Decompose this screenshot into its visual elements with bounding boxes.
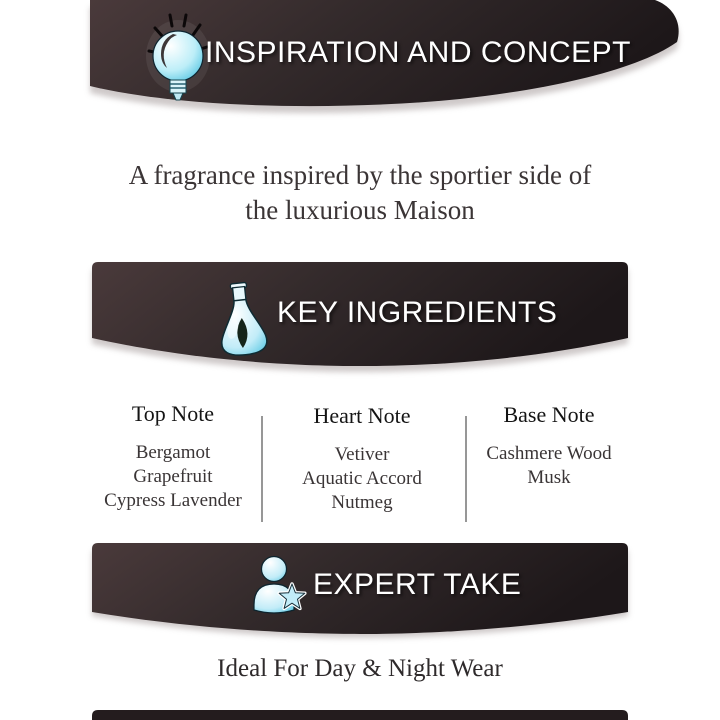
base-note-column <box>459 402 639 490</box>
expert-body: Ideal For Day & Night Wear <box>217 655 503 682</box>
note-item: Vetiver <box>334 444 390 465</box>
heart-note-column <box>272 403 452 515</box>
note-item: Grapefruit <box>133 466 213 487</box>
inspiration-body <box>0 158 720 228</box>
inspiration-title: INSPIRATION AND CONCEPT <box>205 36 631 69</box>
note-item: Aquatic Accord <box>302 468 422 489</box>
base-note-heading: Base Note <box>503 402 595 427</box>
note-item: Cypress Lavender <box>104 490 242 511</box>
inspiration-body-line1: A fragrance inspired by the sportier side of <box>128 160 592 190</box>
top-note-column <box>83 401 263 513</box>
note-item: Bergamot <box>135 442 211 463</box>
expert-title: EXPERT TAKE <box>313 568 522 601</box>
heart-note-heading: Heart Note <box>313 403 411 428</box>
top-note-heading: Top Note <box>131 401 215 426</box>
next-section-banner-partial <box>92 710 628 720</box>
note-item: Cashmere Wood <box>486 443 612 464</box>
note-item: Musk <box>527 467 571 488</box>
note-item: Nutmeg <box>331 492 393 513</box>
ingredients-title: KEY INGREDIENTS <box>277 296 558 329</box>
column-divider <box>261 416 263 522</box>
inspiration-body-line2: the luxurious Maison <box>245 195 475 225</box>
